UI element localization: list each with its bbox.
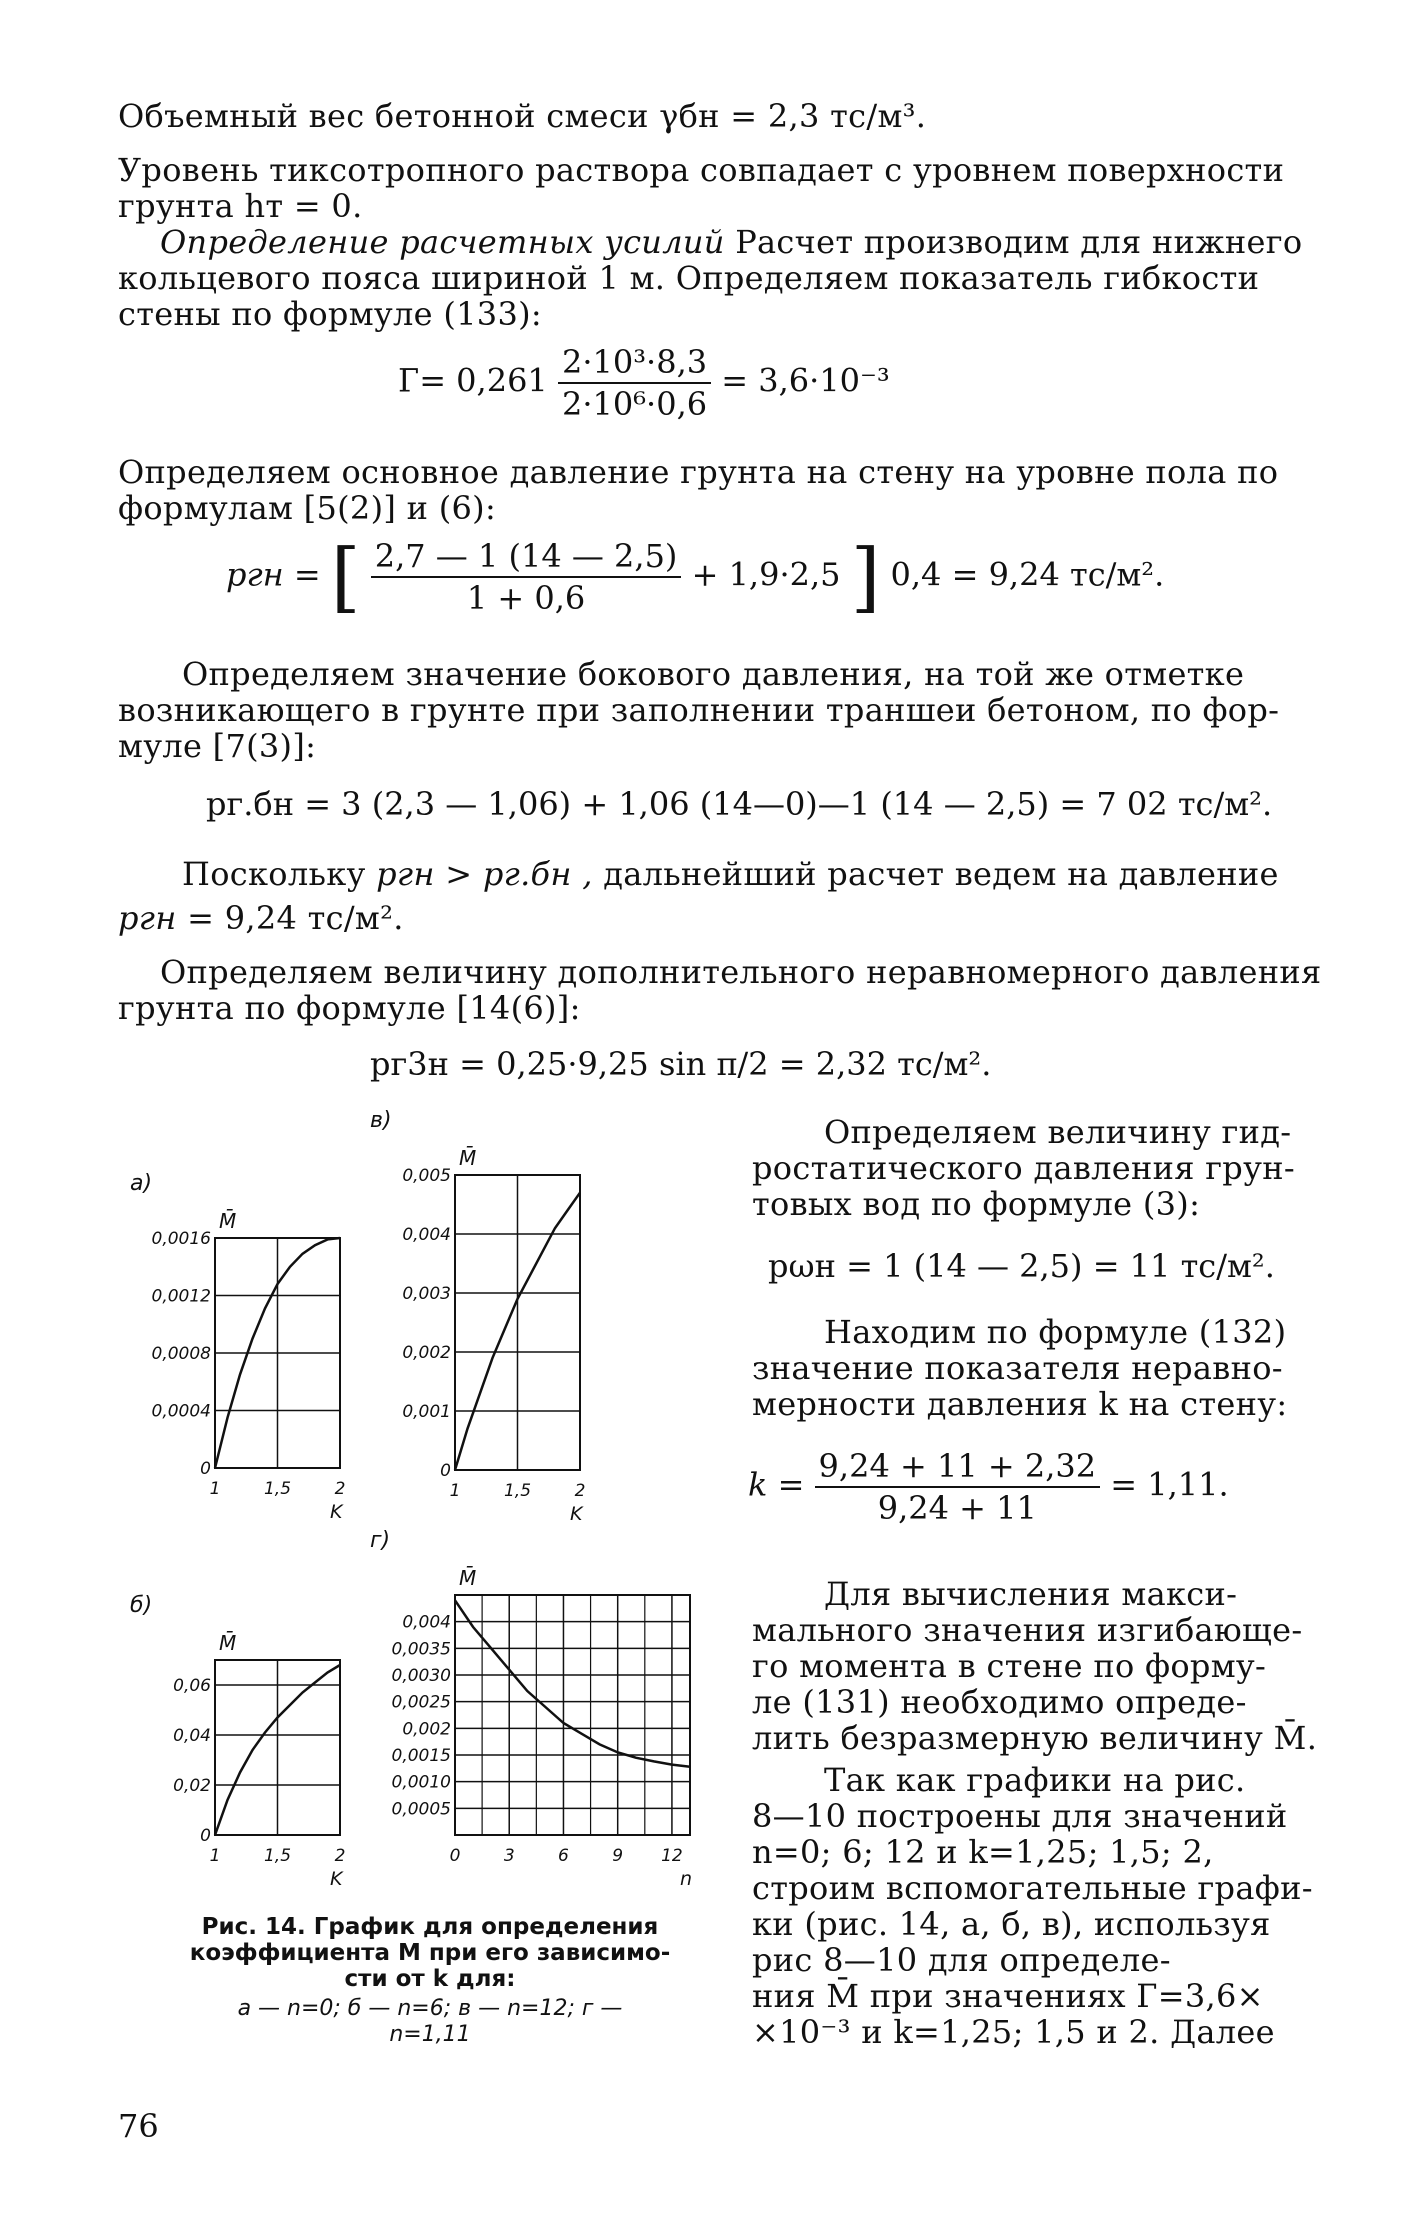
figure-14 <box>110 1110 730 1890</box>
text-line: стены по формуле (133): <box>118 295 542 333</box>
equation-pw: pωн = 1 (14 — 2,5) = 11 тс/м². <box>768 1247 1275 1285</box>
x-axis-label: K <box>570 1503 583 1525</box>
equation-pg3: pг3н = 0,25·9,25 sin π/2 = 2,32 тс/м². <box>370 1045 992 1083</box>
x-axis-label: n <box>680 1868 693 1890</box>
equation-lhs: pгн = <box>226 555 321 594</box>
text-line: строим вспомогательные графи- <box>752 1869 1313 1907</box>
text-line: 8—10 построены для значений <box>752 1797 1288 1835</box>
figure-caption-line: Рис. 14. График для определения <box>201 1914 659 1940</box>
figure-caption-legend: n=1,11 <box>389 2022 471 2047</box>
fraction-numerator: 2,7 — 1 (14 — 2,5) <box>371 536 682 578</box>
symbol: pгн <box>118 899 177 937</box>
panel-label: в) <box>370 1110 392 1133</box>
text-line: Уровень тиксотропного раствора совпадает с уровнем поверхности <box>118 151 1285 189</box>
equation-rhs: 0,4 = 9,24 тс/м². <box>890 555 1165 594</box>
y-tick-label: 0 <box>440 1461 451 1481</box>
text-line: муле [7(3)]: <box>118 727 317 765</box>
y-tick-label: 0,0005 <box>391 1799 451 1820</box>
fraction-denominator: 1 + 0,6 <box>466 579 586 617</box>
text-line: ки (рис. 14, а, б, в), используя <box>752 1905 1271 1943</box>
text-line: кольцевого пояса шириной 1 м. Определяем показатель гибкости <box>118 259 1260 297</box>
y-tick-label: 0,0010 <box>391 1772 451 1793</box>
text-line: ния M̄ при значениях Г=3,6× <box>752 1977 1264 2015</box>
y-tick-label: 0,06 <box>173 1676 211 1696</box>
y-tick-label: 0,003 <box>402 1284 451 1304</box>
text-line: Определяем значение бокового давления, на той же отметке <box>182 655 1245 693</box>
y-tick-label: 0,0030 <box>391 1666 451 1686</box>
y-tick-label: 0 <box>200 1459 211 1479</box>
equation-k <box>748 1446 1229 1528</box>
text-line: грунта по формуле [14(6)]: <box>118 989 581 1027</box>
text-line: ×10⁻³ и k=1,25; 1,5 и 2. Далее <box>752 2013 1275 2051</box>
x-tick-label: 6 <box>558 1846 569 1866</box>
x-axis-label: K <box>330 1868 343 1890</box>
y-axis-label: M̄ <box>219 1209 237 1233</box>
text-line: Определяем основное давление грунта на стену на уровне пола по <box>118 453 1279 491</box>
chart-frame <box>455 1595 690 1835</box>
text-line: Определяем величину гид- <box>824 1113 1292 1151</box>
panel-label: г) <box>370 1528 391 1553</box>
text-line: возникающего в грунте при заполнении траншеи бетоном, по фор- <box>118 691 1280 729</box>
fraction-denominator: 2·10⁶·0,6 <box>561 385 708 423</box>
y-tick-label: 0,005 <box>402 1166 451 1186</box>
text-line: мерности давления k на стену: <box>752 1385 1288 1423</box>
text-line: значение показателя неравно- <box>752 1349 1283 1387</box>
bracket-right: ] <box>850 532 881 621</box>
text-line: лить безразмерную величину M̄. <box>752 1719 1318 1757</box>
equation-lhs: k = <box>748 1465 805 1504</box>
x-tick-label: 9 <box>612 1846 624 1866</box>
x-axis-label: K <box>330 1501 343 1523</box>
text-line: мального значения изгибающе- <box>752 1611 1303 1649</box>
y-tick-label: 0 <box>200 1826 211 1846</box>
text-span: = 9,24 тс/м². <box>187 899 404 937</box>
equation-pg <box>226 532 1165 621</box>
x-tick-label: 0 <box>449 1846 461 1866</box>
equation-lhs: Г= 0,261 <box>398 361 548 400</box>
series-line <box>455 1600 690 1766</box>
y-tick-label: 0,0012 <box>151 1286 211 1307</box>
text-line <box>160 222 1302 262</box>
x-tick-label: 1 <box>449 1481 461 1501</box>
equation-fraction <box>371 536 682 618</box>
x-tick-label: 2 <box>574 1481 586 1501</box>
y-tick-label: 0,001 <box>402 1402 451 1422</box>
y-tick-label: 0,0035 <box>391 1639 451 1660</box>
y-tick-label: 0,02 <box>173 1776 211 1796</box>
y-tick-label: 0,0004 <box>151 1401 211 1422</box>
x-tick-label: 1,5 <box>503 1481 532 1501</box>
x-tick-label: 1,5 <box>263 1479 292 1499</box>
equation-fraction <box>815 1446 1101 1528</box>
equation-rhs: = 3,6·10⁻³ <box>721 361 890 400</box>
y-tick-label: 0,0025 <box>391 1692 451 1713</box>
text-line: n=0; 6; 12 и k=1,25; 1,5; 2, <box>752 1833 1214 1871</box>
y-tick-label: 0,002 <box>402 1719 451 1740</box>
text-line <box>182 854 1279 894</box>
inequality: pгн > pг.бн , <box>376 855 593 893</box>
y-axis-label: M̄ <box>219 1631 237 1655</box>
panel-label: б) <box>130 1593 153 1618</box>
fraction-numerator: 9,24 + 11 + 2,32 <box>815 1446 1101 1488</box>
x-tick-label: 12 <box>661 1846 683 1866</box>
text-line: Для вычисления макси- <box>824 1575 1238 1613</box>
page-number: 76 <box>118 2107 159 2145</box>
y-axis-label: M̄ <box>459 1566 477 1590</box>
fraction-denominator: 9,24 + 11 <box>877 1489 1037 1527</box>
text-line: ростатического давления грун- <box>752 1149 1295 1187</box>
figure-caption-line: коэффициента M при его зависимо- <box>189 1940 671 1966</box>
equation-pgb: pг.бн = 3 (2,3 — 1,06) + 1,06 (14—0)—1 (14 — 2,5) = 7 02 тс/м². <box>206 785 1273 823</box>
text-line: го момента в стене по форму- <box>752 1647 1267 1685</box>
text-span: Поскольку <box>182 855 366 893</box>
y-tick-label: 0,0008 <box>151 1344 211 1364</box>
text-line: Определяем величину дополнительного неравномерного давления <box>160 953 1322 991</box>
y-tick-label: 0,004 <box>402 1612 451 1633</box>
x-tick-label: 1,5 <box>263 1846 292 1866</box>
panel-label: а) <box>130 1171 153 1196</box>
x-tick-label: 2 <box>334 1846 346 1866</box>
text-line: грунта hт = 0. <box>118 187 363 225</box>
figure-caption-line: сти от k для: <box>344 1966 516 1992</box>
text-span: дальнейший расчет ведем на давление <box>603 855 1279 893</box>
y-tick-label: 0,002 <box>402 1343 451 1363</box>
x-tick-label: 1 <box>209 1479 221 1499</box>
text-line: товых вод по формуле (3): <box>752 1185 1201 1223</box>
x-tick-label: 1 <box>209 1846 221 1866</box>
text-line: ле (131) необходимо опреде- <box>752 1683 1247 1721</box>
text-line: формулам [5(2)] и (6): <box>118 489 497 527</box>
equation-middle: + 1,9·2,5 <box>691 555 841 594</box>
text-line: Так как графики на рис. <box>824 1761 1246 1799</box>
equation-gamma <box>398 342 890 424</box>
text-span: Расчет производим для нижнего <box>724 223 1303 261</box>
x-tick-label: 3 <box>503 1846 515 1866</box>
equation-fraction <box>558 342 711 424</box>
x-tick-label: 2 <box>334 1479 346 1499</box>
y-tick-label: 0,0015 <box>391 1746 451 1766</box>
text-line <box>118 898 404 938</box>
y-axis-label: M̄ <box>459 1146 477 1170</box>
section-heading: Определение расчетных усилий <box>160 223 725 261</box>
equation-rhs: = 1,11. <box>1110 1465 1229 1504</box>
fraction-numerator: 2·10³·8,3 <box>558 342 711 384</box>
bracket-left: [ <box>330 532 361 621</box>
y-tick-label: 0,0016 <box>151 1229 211 1249</box>
y-tick-label: 0,004 <box>402 1225 451 1245</box>
text-line: Находим по формуле (132) <box>824 1313 1287 1351</box>
text-line: рис 8—10 для определе- <box>752 1941 1171 1979</box>
y-tick-label: 0,04 <box>173 1726 211 1746</box>
text-line: Объемный вес бетонной смеси γбн = 2,3 тс/м³. <box>118 97 927 135</box>
figure-caption-legend: а — n=0; б — n=6; в — n=12; г — <box>237 1996 623 2021</box>
